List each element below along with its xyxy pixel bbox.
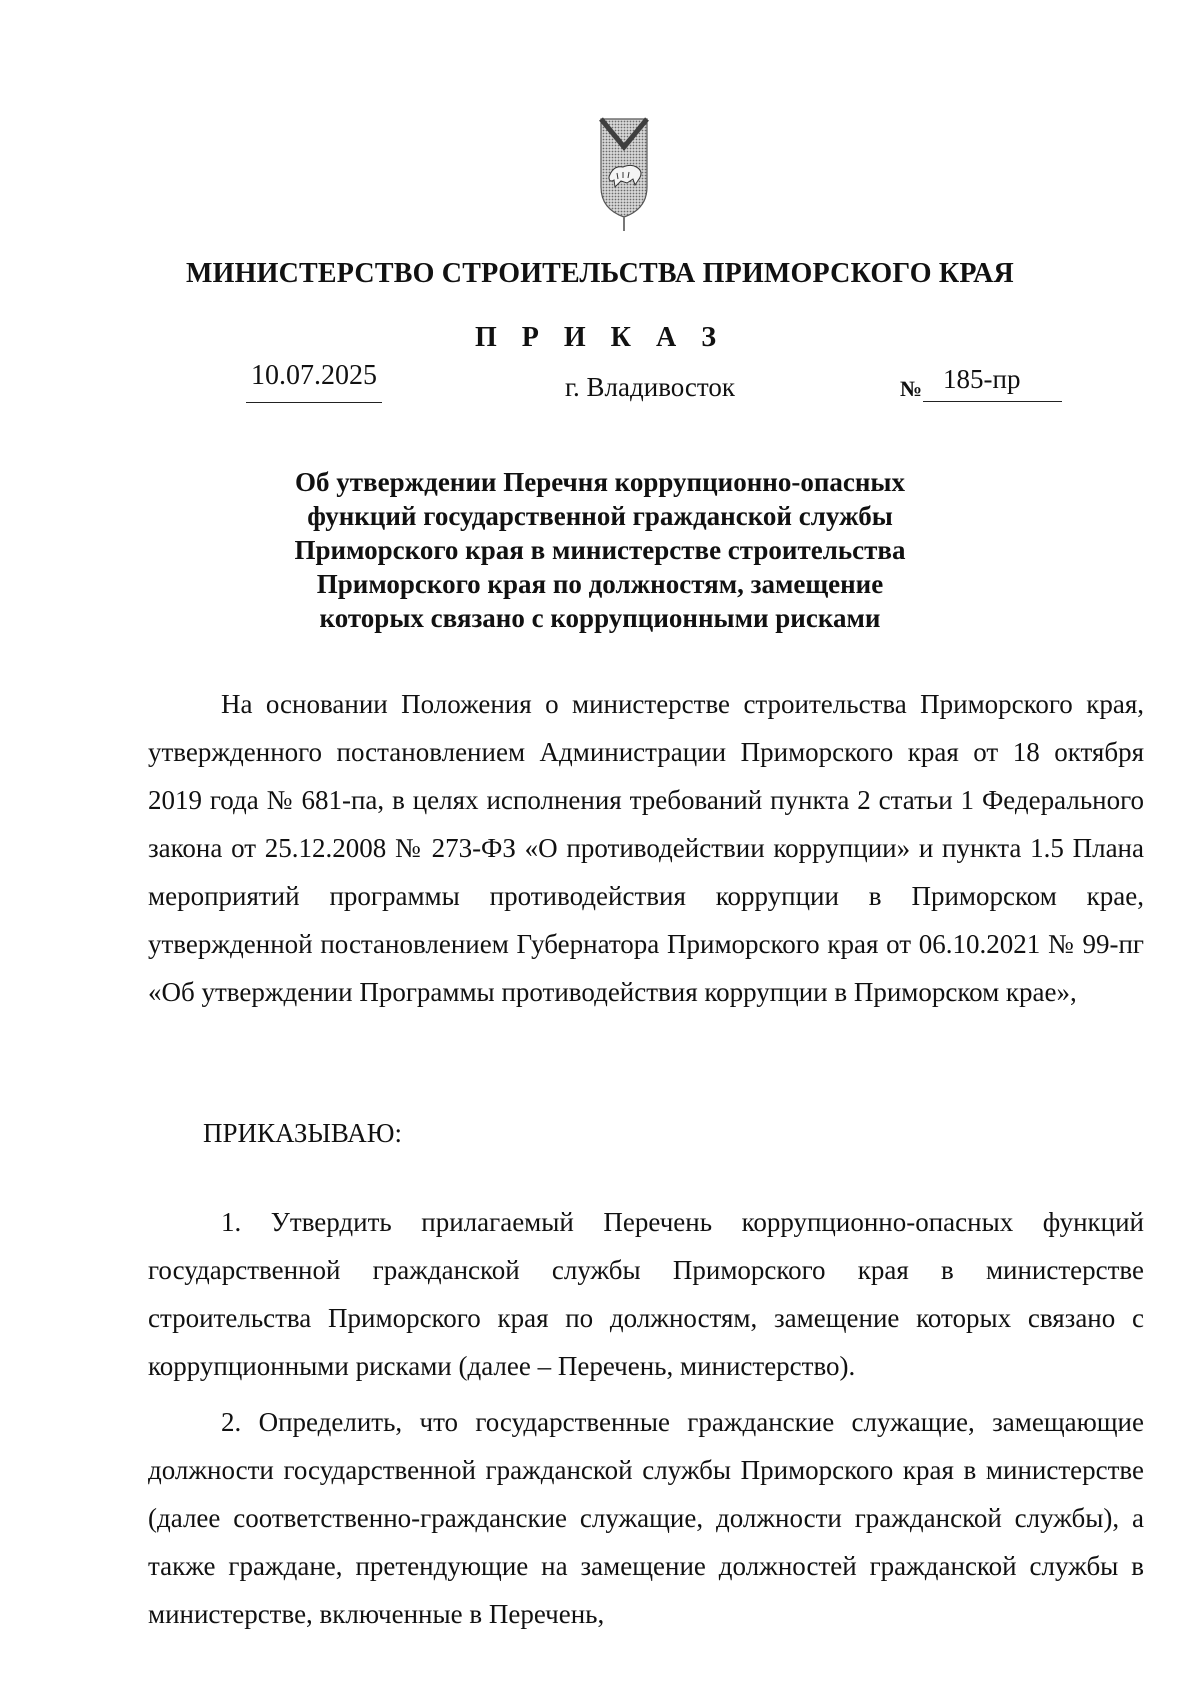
preamble-paragraph: На основании Положения о министерстве строительства Приморского края, утвержденного постановлением Администрации Приморского края от 18 октября 2019 года № 681-па, в целях исполнения требований пункта 2 статьи 1 Федерального закона от 25.12.2008 № 273-ФЗ «О противодействии коррупции» и пункта 1.5 Плана мероприятий программы противодействия коррупции в Приморском крае, утвержденной постановлением Губернатора Приморского края от 06.10.2021 № 99-пг «Об утверждении Программы противодействия коррупции в Приморском крае», xyxy=(148,689,1144,1007)
ministry-name: МИНИСТЕРСТВО СТРОИТЕЛЬСТВА ПРИМОРСКОГО КРАЯ xyxy=(186,258,1014,289)
title-line: функций государственной гражданской службы xyxy=(307,501,893,531)
order-item-1: 1. Утвердить прилагаемый Перечень коррупционно-опасных функций государственной гражданской службы Приморского края в министерстве строительства Приморского края по должностям, замещение которых связано с коррупционными рисками (далее – Перечень, министерство). xyxy=(148,1207,1144,1381)
number-sign: № xyxy=(900,376,923,401)
title-line: Приморского края по должностям, замещение xyxy=(316,569,884,599)
document-type: П Р И К А З xyxy=(475,322,725,353)
title-line: Приморского края в министерстве строительства xyxy=(294,535,906,565)
order-title xyxy=(0,465,1200,635)
title-line: Об утверждении Перечня коррупционно-опасных xyxy=(294,467,906,497)
title-line: которых связано с коррупционными рисками xyxy=(319,603,881,633)
order-number: 185-пр xyxy=(923,362,1062,402)
orders-label: ПРИКАЗЫВАЮ: xyxy=(203,1118,402,1148)
order-item-2: 2. Определить, что государственные гражданские служащие, замещающие должности государственной гражданской службы Приморского края в министерстве (далее соответственно-гражданские служащие, должности гражданской службы), а также граждане, претендующие на замещение должностей гражданской службы в министерстве, включенные в Перечень, xyxy=(148,1407,1144,1629)
order-city: г. Владивосток xyxy=(565,372,735,402)
order-date: 10.07.2025 xyxy=(246,358,382,403)
coat-of-arms-icon xyxy=(599,117,649,237)
